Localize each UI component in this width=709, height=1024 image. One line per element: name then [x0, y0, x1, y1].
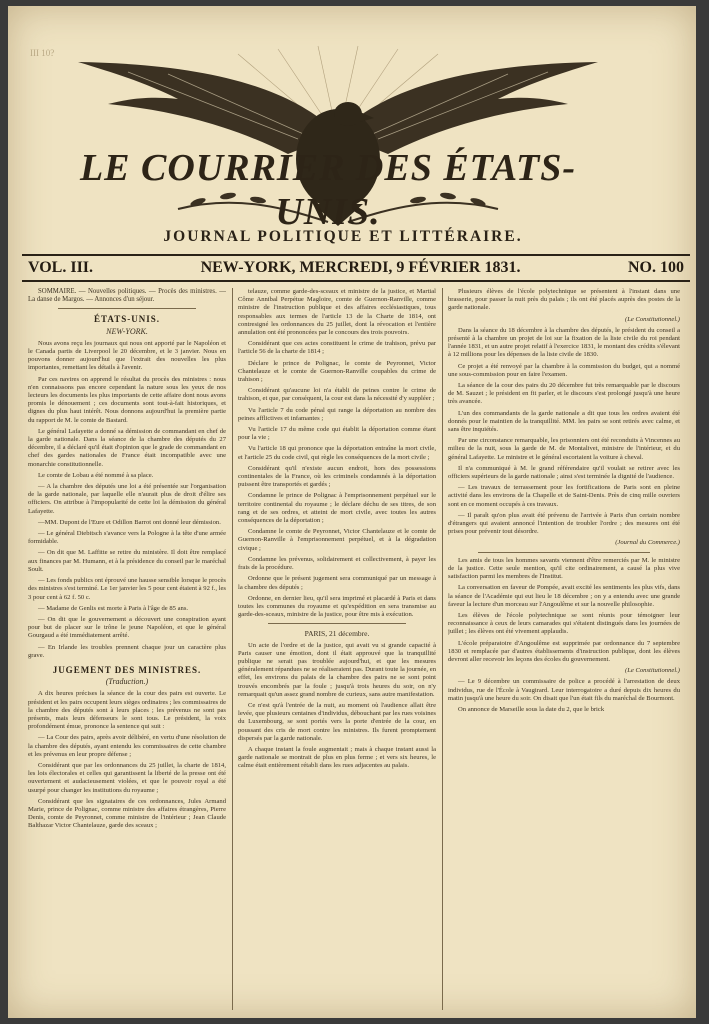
- paragraph: A dix heures précises la séance de la cour des pairs est ouverte. Le président et les pairs occupent leurs sièges ordinaires ; les commissaires de la chambre des députés sont à leurs places ; les prévenus ne sont pas présents, mais leurs défenseurs le sont tous. Le président, la voix profondément émue, prononce la sentence qui suit :: [28, 690, 226, 731]
- paragraph: — En Irlande les troubles prennent chaque jour un caractère plus grave.: [28, 643, 226, 659]
- paragraph: Vu l'article 17 du même code qui établit la déportation comme étant pour la vie ;: [238, 426, 436, 442]
- article-subheading: (Traduction.): [105, 677, 149, 687]
- newspaper-page: [8, 6, 696, 1018]
- paragraph: — Les fonds publics ont éprouvé une hausse sensible lorsque le procès des ministres s'est terminé. Le 1er janvier les 5 pour cent étaient à 92 f., les 3 pour cent à 62 f. 50 c.: [28, 577, 226, 601]
- paragraph: — Madame de Genlis est morte à Paris à l'âge de 85 ans.: [38, 604, 189, 612]
- paragraph: — La Cour des pairs, après avoir délibéré, en vertu d'une résolution de la chambre des députés, ayant entendu les commissaires de cette chambre et les prévenus en leur propre défense ;: [28, 734, 226, 758]
- paragraph: Le général Lafayette a donné sa démission de commandant en chef de la garde nationale. Dans la séance de la chambre des députés du 27 décembre, il a déclaré qu'il était d'opinion que le grade de commandant en chef des gardes nationales de France était incompatible avec une monarchie constitutionnelle.: [28, 427, 226, 468]
- column-2: [238, 288, 436, 1010]
- paragraph: Les amis de tous les hommes savants viennent d'être remerciés par M. le ministre de la justice. Cette seule mention, qu'il cite ordinairement, a causé la plus vive satisfaction parmi les membres de l'Institut.: [448, 556, 680, 581]
- paragraph: On annonce de Marseille sous la date du 2, que le brick: [458, 705, 605, 713]
- paragraph: — A la chambre des députés une loi a été présentée sur l'organisation de la garde nationale, par laquelle elle n'aurait plus de droit d'élire ses officiers. On attribue à l'impopularité de cette loi la démission du général Lafayette.: [28, 483, 226, 515]
- newspaper-subtitle: JOURNAL POLITIQUE ET LITTÉRAIRE.: [163, 228, 523, 245]
- paragraph: Le comte de Lobau a été nommé à sa place.: [38, 471, 154, 479]
- column-rule: [232, 288, 233, 1010]
- source-credit: (Le Constitutionnel.): [625, 667, 680, 675]
- paragraph: — Le général Diebitsch s'avance vers la Pologne à la tête d'une armée formidable.: [28, 530, 226, 546]
- paragraph: Considérant que ces actes constituent le crime de trahison, prévu par l'article 56 de la charte de 1814 ;: [238, 340, 436, 356]
- paragraph: La séance de la cour des pairs du 20 décembre fut très remarquable par le discours de M. Sauzet ; le président en fit parler, et le discours s'est prolongé jusqu'à une heure très avancée.: [448, 382, 680, 406]
- place-date: NEW-YORK, MERCREDI, 9 FÉVRIER 1831.: [200, 259, 521, 276]
- paragraph: Dans la séance du 18 décembre à la chambre des députés, le président du conseil a présenté à la chambre un projet de loi sur la fixation de la liste civile du roi pendant l'année 1831, et un autre projet relatif à l'exercice 1831, le montant des crédits s'élevant à 12 millions pour les dépenses de la liste civile de 1830.: [448, 326, 680, 359]
- divider: [58, 308, 196, 309]
- paragraph: Plusieurs élèves de l'école polytechnique se présentent à l'instant dans une brasserie, pour passer la nuit près du palais ; ils ont été placés auprès des postes de la garde nationale.: [448, 288, 680, 312]
- paragraph: Condamne les prévenus, solidairement et collectivement, à payer les frais de la procédure.: [238, 555, 436, 572]
- paragraph: Ce n'est qu'à l'entrée de la nuit, au moment où l'audience allait être levée, que plusieurs centaines d'individus, débouchant par les rues voisines du Luxembourg, se sont portés vers la porte d'entrée de la cour, en poussant des cris de mort contre les ministres. Ils furent promptement dispersés par la garde nationale.: [238, 701, 436, 742]
- section-title: ÉTATS-UNIS.: [94, 314, 160, 325]
- newspaper-title: LE COURRIER DES ÉTATS-UNIS.: [79, 147, 577, 233]
- paragraph: Condamne le comte de Peyronnet, Victor Chantelauze et le comte de Guernon-Ranville à l'emprisonnement perpétuel, et à la dégradation civique ;: [238, 528, 436, 552]
- source-credit: (Le Constitutionnel.): [625, 315, 680, 323]
- volume-label: VOL. III.: [28, 259, 94, 276]
- paragraph: Les élèves de l'école polytechnique se sont réunis pour témoigner leur reconnaissance à ceux de leurs camarades qui s'étaient distingués dans les journées de juillet ; les élèves ont été vivement applaudis.: [448, 611, 680, 636]
- paragraph: telauze, comme garde-des-sceaux et ministre de la justice, et Martial Côme Annibal Perpétue Magloire, comte de Guernon-Ranville, comme ministre de l'instruction publique et des affaires ecclésiastiques, tous responsables aux termes de l'article 13 de la Charte de 1814, ont contresigné les ordonnances du 25 juillet, dont la révocation et l'entière annulation ont été prononcées par le concours des trois pouvoirs.: [238, 288, 436, 337]
- paragraph: Déclare le prince de Polignac, le comte de Peyronnet, Victor Chantelauze et le comte de Guernon-Ranville coupables du crime de trahison ;: [238, 359, 436, 384]
- paragraph: — Le 9 décembre un commissaire de police a procédé à l'arrestation de deux individus, rue de l'École à Vaugirard. Leur interrogatoire a duré depuis dix heures du matin jusqu'à une heure du soir. On disait que l'un était fils du maréchal de Bourmont.: [448, 678, 680, 702]
- article-heading: JUGEMENT DES MINISTRES.: [52, 664, 202, 675]
- paragraph: Ordonne que le présent jugement sera communiqué par un message à la chambre des députés ;: [238, 575, 436, 591]
- source-credit: (Journal du Commerce.): [615, 539, 680, 547]
- paragraph: — On dit que M. Laffitte se retire du ministère. Il doit être remplacé aux finances par M. Humann, et à la présidence du conseil par le maréchal Soult.: [28, 549, 226, 573]
- paragraph: Par ces navires on apprend le résultat du procès des ministres : nous n'en connaissons pas encore cependant la nature sous les yeux de nos lecteurs les documents les plus importants de cette affaire dont nous avons promis le dénouement ; ces documents sont tout-à-fait historiques, et dignes du plus haut intérêt. Nous donnons aujourd'hui la première partie du rapport de M. le comte de Bastard.: [28, 375, 226, 424]
- sommaire: SOMMAIRE. — Nouvelles politiques. — Procès des ministres. — La danse de Margos. — Annonces d'un séjour.: [28, 288, 226, 304]
- column-rule: [442, 288, 443, 1010]
- section-subtitle: NEW-YORK.: [106, 326, 148, 336]
- paragraph: Considérant que par les ordonnances du 25 juillet, la charte de 1814, les lois électorales et celles qui garantissent la liberté de la presse ont été ouvertement et audacieusement violées, et que le pouvoir royal a été usurpé pour changer les institutions du royaume ;: [28, 761, 226, 794]
- paragraph: Considérant que les signataires de ces ordonnances, Jules Armand Marie, prince de Polignac, comme ministre des affaires étrangères, Pierre Denis, comte de Peyronnet, comme ministre de l'intérieur ; Jean Claude Balthazar Victor Chantelauze, garde des sceaux ;: [28, 797, 226, 830]
- paragraph: — On dit que le gouvernement a découvert une conspiration ayant pour but de placer sur le trône le jeune Napoléon, et que le général Gourgaud a été immédiatement arrêté.: [28, 615, 226, 640]
- paragraph: — Les travaux de terrassement pour les fortifications de Paris sont en pleine activité dans les environs de la Chapelle et de Saint-Denis. Près de cinq mille ouvriers sont en ce moment occupés à ces travaux.: [448, 484, 680, 508]
- column-1: [28, 288, 226, 1010]
- faded-marking: III 10?: [30, 48, 55, 58]
- issue-number: NO. 100: [627, 259, 684, 276]
- paris-dateline: PARIS, 21 décembre.: [304, 629, 370, 639]
- paragraph: Condamne le prince de Polignac à l'emprisonnement perpétuel sur le territoire continental du royaume ; le déclare déchu de ses titres, de son rang et de ses ordres, et atteint de mort civile, avec toutes les autres conséquences de la déportation ;: [238, 492, 436, 525]
- paragraph: — Il paraît qu'on plus avait été prévenu de l'arrivée à Paris d'un certain nombre d'étrangers qui avaient annoncé l'intention de troubler l'ordre ; des mesures ont été prises pour prévenir tout désordre.: [448, 511, 680, 536]
- paragraph: Vu l'article 7 du code pénal qui range la déportation au nombre des peines afflictives et infamantes ;: [238, 406, 436, 422]
- paragraph: Vu l'article 18 qui prononce que la déportation entraîne la mort civile, et l'article 25 du code civil, qui règle les conséquences de la mort civile ;: [238, 445, 436, 461]
- paragraph: —MM. Dupont de l'Eure et Odillon Barrot ont donné leur démission.: [38, 518, 221, 526]
- paragraph: La conversation en faveur de Pompée, avait excité les sentiments les plus vifs, dans la séance de l'Académie qui eut lieu le 18 décembre ; on y a entendu avec une grande faveur la lecture d'un morceau sur l'Angoulême et sur la nouvelle philosophie.: [448, 584, 680, 608]
- paragraph: L'un des commandants de la garde nationale a dit que tous les ordres avaient été donnés pour le maintien de la tranquillité. MM. les pairs se sont retirés avec calme, et sans être inquiétés.: [448, 409, 680, 434]
- column-3: [448, 288, 680, 1010]
- divider: [478, 552, 650, 553]
- paragraph: Un acte de l'ordre et de la justice, qui avait vu si grande capacité à Paris causer une émotion, dont il était approuvé que la tranquillité publique ne serait pas troublée aujourd'hui, et que les mesures généralement répandues ne se réaliseraient pas. Durant toute la journée, en effet, les environs du palais de la chambre des pairs ne se sont point trouvés encombrés par la foule ; jusqu'à trois heures du soir, on n'y remarquait qu'un assez grand nombre de curieux, sans autre manifestation.: [238, 641, 436, 698]
- divider: [268, 623, 406, 624]
- paragraph: Il n'a communiqué à M. le grand référendaire qu'il voulait se retirer avec les officiers supérieurs de la garde nationale ; ainsi s'est terminée la dignité de l'audience.: [448, 464, 680, 481]
- paragraph: Considérant qu'il n'existe aucun endroit, hors des possessions continentales de la France, où les criminels condamnés à la déportation puissent être transportés et gardés ;: [238, 464, 436, 489]
- paragraph: Considérant qu'aucune loi n'a établi de peines contre le crime de trahison, et que, par conséquent, la cour est dans la nécessité d'y suppléer ;: [238, 387, 436, 403]
- paragraph: Ce projet a été renvoyé par la chambre à la commission du budget, qui a nommé une sous-commission pour en faire l'examen.: [448, 362, 680, 378]
- paragraph: Nous avons reçu les journaux qui nous ont apporté par le Napoléon et le Canada partis de Liverpool le 20 décembre, et le 3 janvier. Nous en pouvons donner aujourd'hui que l'extrait des nouvelles les plus importantes, remettant les détails à l'avenir.: [28, 339, 226, 372]
- paragraph: Ordonne, en dernier lieu, qu'il sera imprimé et placardé à Paris et dans toutes les communes du royaume et qu'expédition en sera transmise au garde-des-sceaux, ministre de la justice, pour être mis à exécution.: [238, 594, 436, 619]
- paragraph: L'école préparatoire d'Angoulême est supprimée par ordonnance du 7 septembre 1830 et remplacée par d'autres établissements d'instruction publique, dont les élèves devront aller recevoir les leçons des écoles du gouvernement.: [448, 639, 680, 663]
- dateline-bar: [22, 254, 690, 282]
- paragraph: Par une circonstance remarquable, les prisonniers ont été reconduits à Vincennes au milieu de la nuit, sous la garde de M. de Montalivet, ministre de l'intérieur, et du général Lafayette. Le ministre et le général escortaient la voiture à cheval.: [448, 437, 680, 461]
- paragraph: A chaque instant la foule augmentait ; mais à chaque instant aussi la garde nationale se montrait de plus en plus ferme ; et vers six heures, le calme était entièrement rétabli dans les rues adjacentes au palais.: [238, 745, 436, 770]
